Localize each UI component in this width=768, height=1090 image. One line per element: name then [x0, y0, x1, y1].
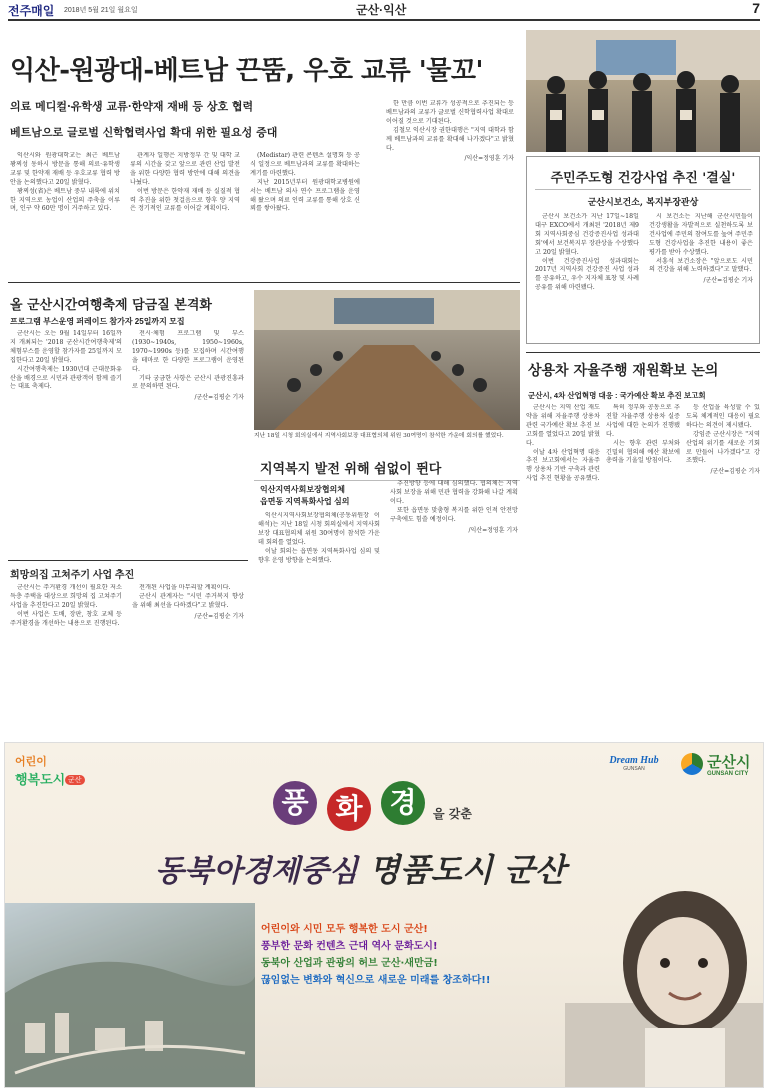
dream-hub-sub: GUNSAN	[623, 766, 645, 772]
logo-en: GUNSAN CITY	[707, 771, 749, 777]
welfare-col1	[258, 512, 380, 732]
slogan-main-text: 동북아경제중심	[155, 854, 358, 889]
paragraph: 이번 건강증진사업 성과대회는 2017년 지역사회 건강증진 사업 성과를 공유하고, 우수 지자체 표창 및 사례 공유를 위해 마련됐다.	[535, 257, 639, 292]
slogan-city-text: 명품도시 군산	[368, 851, 566, 889]
paragraph: 또한 읍면동 맞춤형 복지를 위한 인적 안전망 구축에도 힘쓸 예정이다.	[390, 506, 518, 523]
meeting-graphic	[254, 290, 520, 430]
slogan-bullets	[261, 921, 561, 989]
award-people-graphic	[526, 30, 760, 152]
top-story-sub2: 베트남으로 글로벌 신학협력사업 확대 위한 필요성 증대	[10, 126, 278, 139]
paragraph: 이번 방문은 한약재 재배 등 실질적 협력 추진을 위한 첫걸음으로 향후 양 지역은 정기적인 교류를 이어갈 계획이다.	[130, 187, 240, 213]
health-award-headline: 주민주도형 건강사업 추진 '결실'	[550, 171, 736, 186]
issue-date: 2018년 5월 21일 월요일	[64, 7, 138, 14]
meeting-photo	[254, 290, 520, 430]
paragraph: 특히 정부와 공동으로 추진할 자율주행 상용차 실증사업에 대한 논의가 진행됐다.	[606, 404, 680, 438]
paragraph: 꽝찌성(省)은 베트남 중부 내륙에 위치한 지역으로 농업이 산업의 주축을 이루며, 인구 약 60만 명이 거주하고 있다.	[10, 187, 120, 213]
welfare-col2	[390, 480, 518, 732]
section-rule	[526, 352, 760, 353]
health-award-col2	[649, 213, 753, 339]
city-skyline-graphic	[5, 903, 255, 1088]
top-story-col1	[10, 152, 120, 272]
paragraph: 관계자 일행은 지방정부 간 및 대학 교류의 시간을 갖고 앞으로 관련 산업 발전을 위한 다양한 협력 방안에 대해 의견을 나눴다.	[130, 152, 240, 186]
gunsan-advertisement	[4, 742, 764, 1088]
section-title: 군산·익산	[356, 3, 407, 17]
page-number: 7	[752, 0, 760, 16]
byline: /군산=김평순 기자	[710, 468, 760, 476]
paragraph: 등 산업을 육성할 수 있도록 체계적인 대응이 필요하다는 의견이 제시됐다.	[686, 404, 760, 429]
byline: /군산=김평순 기자	[194, 612, 244, 620]
byline: /군산=김평순 기자	[194, 394, 244, 402]
top-story-col4	[386, 100, 514, 275]
top-story-sub1: 의료 메디컬·유학생 교류·한약재 재배 등 상호 협력	[10, 100, 254, 113]
health-award-box	[526, 156, 760, 344]
badge-line1: 어린이	[15, 755, 47, 768]
logo-kr: 군산시	[707, 753, 751, 771]
slogan-main	[155, 845, 575, 905]
health-award-col1	[535, 213, 639, 339]
photo-caption: 지난 18일 시청 회의실에서 지역사회보장 대표협의체 위원 30여명이 참석한 가운데 회의를 했었다.	[254, 433, 504, 439]
paragraph: 익산시지역사회보장협의체(공동위원장 이해석)는 지난 18일 시청 회의실에서 지역사회보장 대표협의체 위원 30여명이 참석한 가운데 회의를 열었다.	[258, 512, 380, 546]
paragraph: 지난 2015년부터 원광대학교병원에서는 베트남 의사 연수 프로그램을 운영해 왔으며 의료 인력 교류를 통해 상호 신뢰를 쌓아왔다.	[250, 178, 360, 213]
byline: /익산=정영훈 기자	[468, 526, 518, 534]
paragraph: 한 만큼 이번 교류가 성공적으로 추진되는 등 베트남과의 교류가 글로벌 신학협력사업 확대로 이어질 것으로 기대된다.	[386, 100, 514, 125]
masthead-rule	[8, 19, 760, 21]
welfare-sub2: 읍면동 지역특화사업 심의	[260, 497, 350, 506]
paragraph: 이번 사업은 도배, 장판, 창호 교체 등 주거환경을 개선하는 내용으로 진행된다.	[10, 610, 122, 627]
city-emblem-icon	[681, 753, 703, 775]
health-award-sub: 군산시보건소, 복지부장관상	[587, 198, 699, 208]
bullet-line: 풍부한 문화 컨텐츠 근대 역사 문화도시!	[261, 941, 438, 952]
badge-line2: 행복도시	[15, 773, 66, 788]
paragraph: 김철모 익산시장 권한대행은 "지역 대학과 함께 베트남과의 교류를 확대해 나가겠다"고 밝혔다.	[386, 126, 514, 152]
title-char-1: 풍	[273, 781, 317, 825]
housing-headline: 희망의집 고쳐주기 사업 추진	[10, 570, 135, 581]
section-rule	[8, 560, 248, 561]
car-col3	[686, 404, 760, 732]
child-face-graphic	[565, 853, 764, 1088]
paragraph: 군산시 관계자는 "시민 주거복지 향상을 위해 최선을 다하겠다"고 밝혔다.	[132, 592, 244, 609]
car-headline: 상용차 자율주행 재원확보 논의	[528, 363, 719, 379]
bullet-line: 끊임없는 변화와 혁신으로 새로운 미래를 창조하다!!	[261, 975, 491, 986]
bullet-line: 어린이와 시민 모두 행복한 도시 군산!	[261, 924, 428, 935]
paragraph: 시 보건소는 지난해 군산시민들이 건강생활을 자발적으로 실천하도록 보건사업에 주민의 참여도를 높여 주민주도형 건강사업을 추진한 내용이 좋은 평가를 받아 수상했다.	[649, 213, 753, 256]
paper-name: 전주매일	[8, 4, 55, 18]
top-story-col2	[130, 152, 240, 272]
city-aerial-graphic	[5, 903, 255, 1088]
paragraph: 전개된 사업을 마무리할 계획이다.	[139, 584, 231, 591]
child-portrait-graphic	[565, 853, 764, 1088]
paragraph: (Medistar) 관련 콘텐츠 설명회 등 공식 일정으로 베트남과의 교류를 확대하는 계기를 마련했다.	[250, 152, 360, 177]
welfare-sub1: 익산지역사회보장협의체	[260, 485, 346, 494]
child-friendly-badge	[15, 753, 85, 805]
top-story-col3	[250, 152, 360, 272]
paragraph: 군산시는 지역 산업 재도약을 위해 자율주행 상용차 관련 국가예산 확보 추진 보고회를 열었다고 20일 밝혔다.	[526, 404, 600, 447]
paragraph: 군산시 보건소가 지난 17일~18일 대구 EXCO에서 개최된 '2018년 제9회 지역사회중심 건강증진사업 성과대회'에서 보건복지부 장관상을 수상했다고 20일 밝혔다.	[535, 213, 639, 256]
top-story-headline: 익산-원광대-베트남 끈뚬, 우호 교류 '물꼬'	[10, 56, 483, 86]
housing-col2	[132, 584, 244, 732]
paragraph: 서흥석 보건소장은 "앞으로도 시민의 건강을 위해 노력하겠다"고 말했다.	[649, 257, 753, 274]
masthead	[8, 0, 760, 18]
festival-headline: 올 군산시간여행축제 담금질 본격화	[10, 298, 212, 313]
car-col1	[526, 404, 600, 732]
paragraph: 군산시는 오는 9월 14일부터 16일까지 개최되는 '2018 군산시간여행축제'의 체험부스를 운영할 참가자를 25일까지 모집한다고 20일 밝혔다.	[10, 330, 122, 364]
festival-sub: 프로그램 부스운영 퍼레이드 참가자 25일까지 모집	[10, 317, 185, 326]
gunsan-city-logo	[681, 751, 761, 791]
divider	[535, 189, 751, 190]
byline: /익산=정영훈 기자	[464, 155, 514, 163]
paragraph: 강임준 군산시장은 "지역 산업의 위기를 새로운 기회로 만들어 나가겠다"고 강조했다.	[686, 430, 760, 465]
title-suffix: 을 갖춘	[433, 807, 472, 821]
paragraph: 추진방향 등에 대해 심의했다. 협의체는 지역사회 보장을 위해 민관 협력을 강화해 나갈 계획이다.	[390, 480, 518, 505]
title-char-2: 화	[327, 787, 371, 831]
paragraph: 시간여행축제는 1930년대 근대문화유산을 배경으로 시민과 관광객이 함께 즐기는 대표 축제다.	[10, 365, 122, 391]
paragraph: 기타 궁금한 사항은 군산시 관광진흥과로 문의하면 된다.	[132, 374, 244, 391]
paragraph: 익산시와 원광대학교는 최근 베트남 꽝찌성 동하시 방문을 통해 의료·유학생 교류 및 한약재 재배 등 우호교류 협력 방안을 논의했다고 20일 밝혔다.	[10, 152, 120, 186]
section-rule	[8, 282, 520, 283]
festival-col2	[132, 330, 244, 560]
paragraph: 시는 향후 관련 부처와 긴밀히 협의해 예산 확보에 총력을 기울일 방침이다.	[606, 439, 680, 465]
dream-hub-text: Dream Hub	[609, 755, 659, 766]
bullet-line: 동북아 산업과 관광의 허브 군산·새만금!	[261, 958, 438, 969]
dream-hub-logo	[589, 755, 679, 785]
paragraph: 전시·체험 프로그램 및 부스(1930~1940s, 1950~1960s, 1970~1990s 등)를 모집하며 시간여행을 테마로 한 다양한 프로그램이 운영된다.	[132, 330, 244, 373]
festival-col1	[10, 330, 122, 560]
paragraph: 이날 회의는 읍면동 지역특화사업 심의 및 향후 운영 방향을 논의했다.	[258, 547, 380, 564]
byline: /군산=김평순 기자	[703, 277, 753, 285]
badge-city: 군산	[65, 775, 85, 785]
paragraph: 군산시는 주거환경 개선이 필요한 저소득층 주택을 대상으로 희망의 집 고쳐주기 사업을 추진한다고 20일 밝혔다.	[10, 584, 122, 609]
housing-col1	[10, 584, 122, 732]
welfare-headline: 지역복지 발전 위해 쉼없이 뛴다	[260, 462, 442, 477]
car-col2	[606, 404, 680, 732]
title-char-3: 경	[381, 781, 425, 825]
paragraph: 이날 4차 산업혁명 대응 추진 보고회에서는 자율주행 상용차 기반 구축과 관련 사업 추진 현황을 공유했다.	[526, 448, 600, 483]
car-sub: 군산시, 4차 산업혁명 대응 : 국가예산 확보 추진 보고회	[528, 391, 706, 400]
award-photo	[526, 30, 760, 152]
